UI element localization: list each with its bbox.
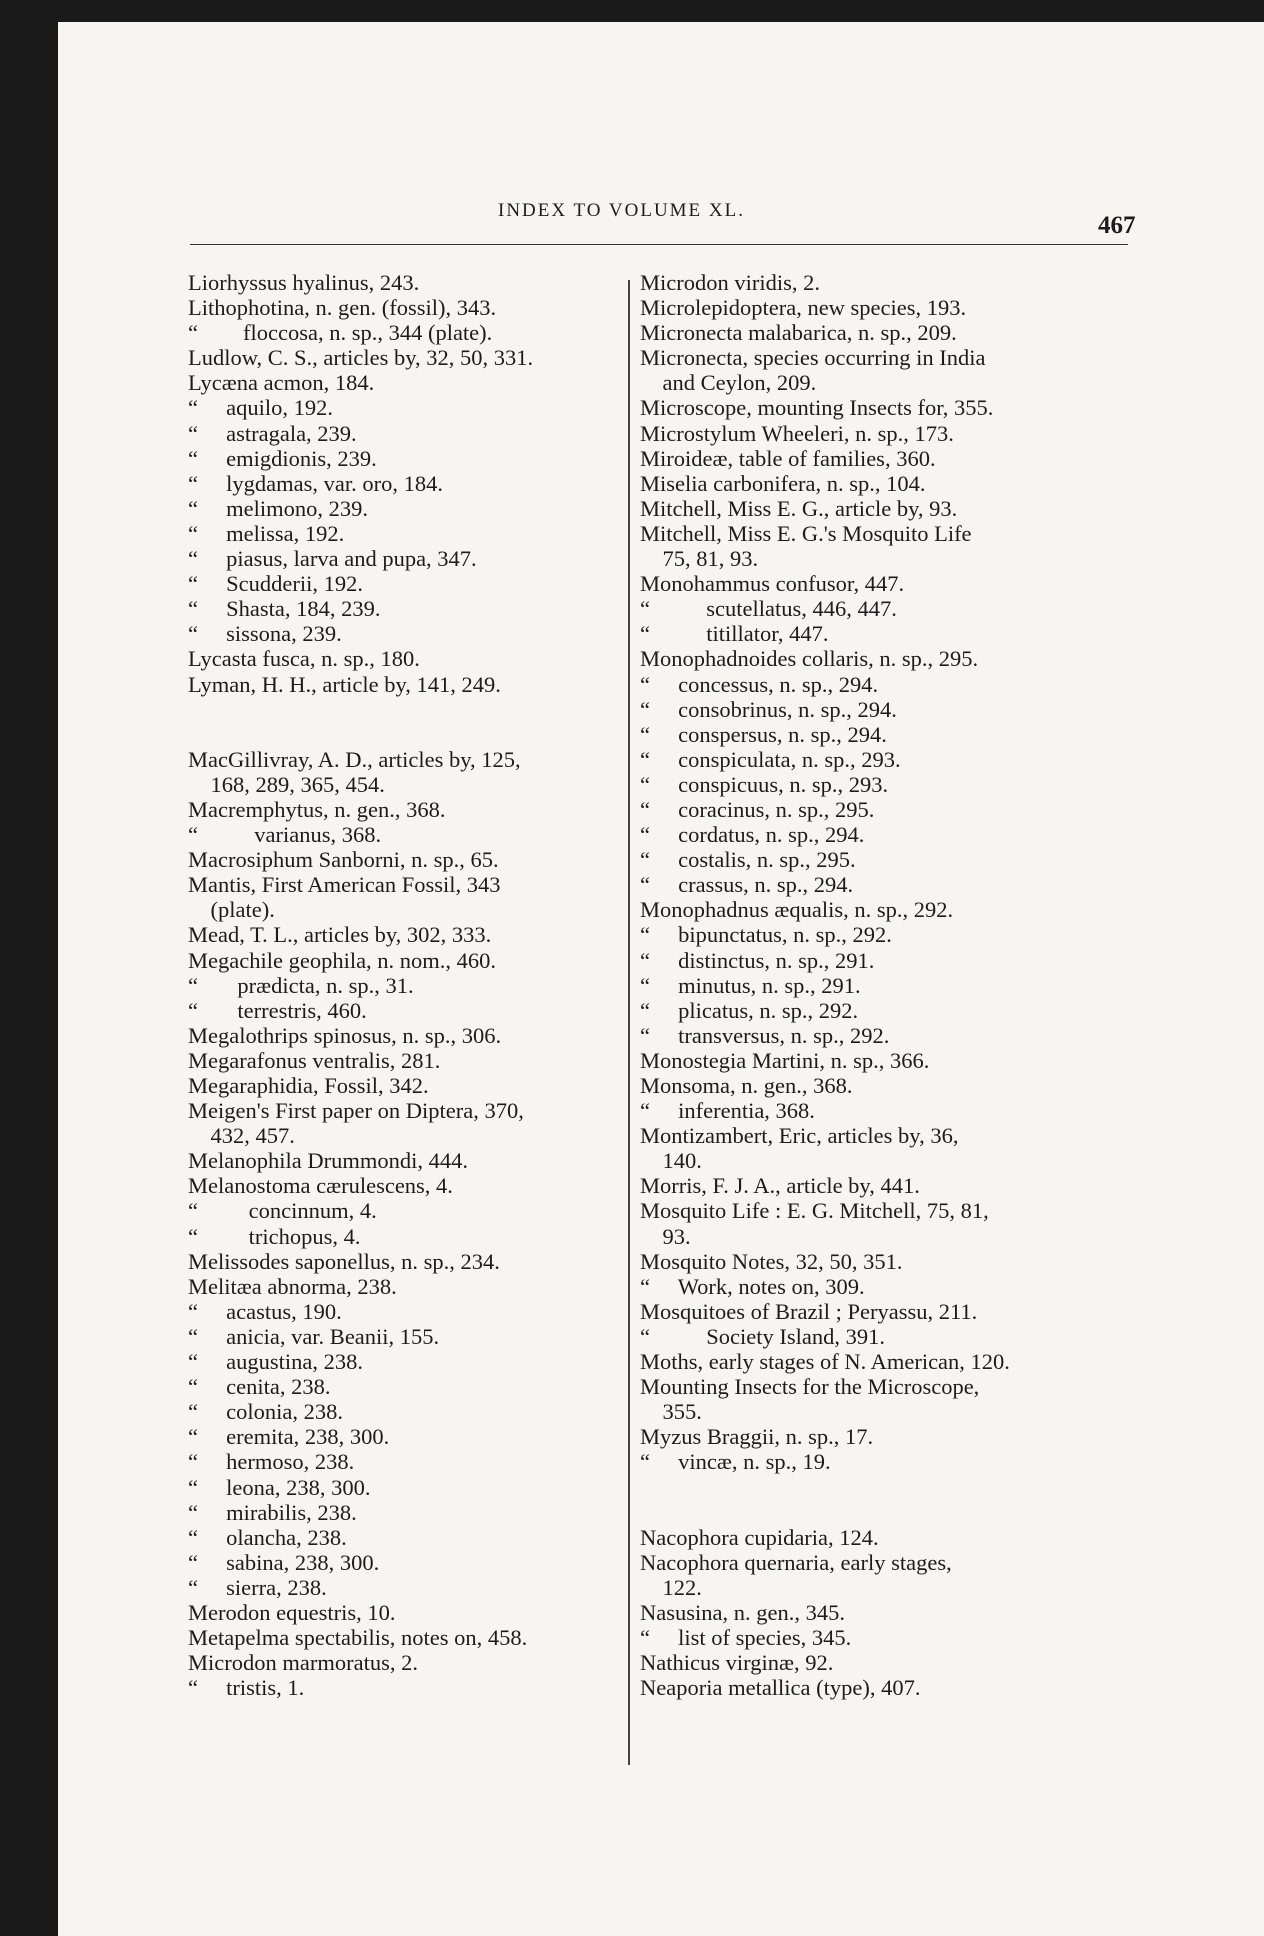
index-entry: Mitchell, Miss E. G., article by, 93. [640,495,958,521]
index-entry: “ olancha, 238. [188,1524,347,1550]
index-entry [640,1475,1160,1500]
index-entry: “ colonia, 238. [188,1399,343,1425]
index-entry: “ minutus, n. sp., 291. [640,972,861,998]
index-entry: 140. [640,1148,702,1174]
index-entry: “ leona, 238, 300. [188,1474,371,1500]
index-entry: “ astragala, 239. [188,420,357,446]
index-entry: “ transversus, n. sp., 292. [640,1022,890,1048]
book-page [58,22,1264,1936]
index-entry: “ crassus, n. sp., 294. [640,872,854,898]
index-entry: “ sissona, 239. [188,621,342,647]
index-entry: Lycasta fusca, n. sp., 180. [188,646,420,672]
index-entry: Lithophotina, n. gen. (fossil), 343. [188,295,497,321]
index-entry: “ melissa, 192. [188,520,345,546]
index-entry: 122. [640,1574,702,1600]
index-entry: 355. [640,1399,702,1425]
index-entry: “ melimono, 239. [188,495,368,521]
index-column-right [640,270,1160,1700]
index-entry: Mead, T. L., articles by, 302, 333. [188,922,492,948]
index-entry: 432, 457. [188,1123,295,1149]
index-entry: Neaporia metallica (type), 407. [640,1675,921,1701]
index-entry: “ concessus, n. sp., 294. [640,671,879,697]
index-entry: Micronecta malabarica, n. sp., 209. [640,320,957,346]
index-entry: “ trichopus, 4. [188,1223,361,1249]
index-entry: Nasusina, n. gen., 345. [640,1599,845,1625]
index-entry: 93. [640,1223,691,1249]
index-entry: Melanophila Drummondi, 444. [188,1148,468,1174]
index-entry: Monophadnus æqualis, n. sp., 292. [640,897,954,923]
index-entry: “ coracinus, n. sp., 295. [640,796,875,822]
index-entry: “ titillator, 447. [640,621,829,647]
index-entry: Microdon viridis, 2. [640,270,820,295]
index-entry [188,697,618,722]
index-entry: Macrosiphum Sanborni, n. sp., 65. [188,847,499,873]
index-entry: “ Work, notes on, 309. [640,1273,865,1299]
index-entry: “ emigdionis, 239. [188,445,377,471]
index-entry: “ sabina, 238, 300. [188,1549,380,1575]
index-entry: Mosquito Life : E. G. Mitchell, 75, 81, [640,1198,989,1224]
index-entry: Merodon equestris, 10. [188,1599,396,1625]
index-entry: Mounting Insects for the Microscope, [640,1374,980,1400]
index-entry: “ floccosa, n. sp., 344 (plate). [188,320,493,346]
index-entry: Monsoma, n. gen., 368. [640,1073,853,1098]
index-entry: Monohammus confusor, 447. [640,571,905,597]
index-entry: “ terrestris, 460. [188,997,367,1023]
index-entry: Metapelma spectabilis, notes on, 458. [188,1625,528,1651]
index-entry [640,1500,1160,1525]
index-entry: (plate). [188,897,275,923]
index-entry: Liorhyssus hyalinus, 243. [188,270,420,295]
index-entry: Lycæna acmon, 184. [188,370,375,396]
index-entry: “ conspiculata, n. sp., 293. [640,746,901,772]
index-entry: “ anicia, var. Beanii, 155. [188,1323,440,1349]
index-entry: Microlepidoptera, new species, 193. [640,295,967,321]
index-entry: Meigen's First paper on Diptera, 370, [188,1098,524,1124]
index-entry [188,722,618,747]
index-entry: “ hermoso, 238. [188,1449,355,1475]
index-entry: “ Shasta, 184, 239. [188,596,381,622]
index-entry: “ cordatus, n. sp., 294. [640,822,865,848]
index-entry: Micronecta, species occurring in India [640,345,986,371]
index-entry: Moths, early stages of N. American, 120. [640,1349,1010,1375]
column-divider [628,280,630,1765]
index-entry: 75, 81, 93. [640,546,759,572]
index-entry: “ costalis, n. sp., 295. [640,847,856,873]
index-entry: “ distinctus, n. sp., 291. [640,947,875,973]
index-entry: “ prædicta, n. sp., 31. [188,972,414,998]
index-entry: “ piasus, larva and pupa, 347. [188,546,477,572]
index-column-left [188,270,618,1700]
index-entry: Miselia carbonifera, n. sp., 104. [640,470,926,496]
index-entry: Melitæa abnorma, 238. [188,1273,397,1299]
index-entry: “ acastus, 190. [188,1298,342,1324]
index-entry: “ concinnum, 4. [188,1198,377,1224]
index-entry: “ eremita, 238, 300. [188,1424,390,1450]
index-entry: “ consobrinus, n. sp., 294. [640,696,897,722]
index-entry: Nacophora cupidaria, 124. [640,1524,879,1550]
index-entry: Mitchell, Miss E. G.'s Mosquito Life [640,520,972,546]
index-entry: Mosquito Notes, 32, 50, 351. [640,1248,903,1274]
index-entry: Microdon marmoratus, 2. [188,1650,418,1676]
index-entry: “ conspersus, n. sp., 294. [640,721,887,747]
index-entry: Ludlow, C. S., articles by, 32, 50, 331. [188,345,534,371]
index-entry: Melissodes saponellus, n. sp., 234. [188,1248,500,1274]
index-entry: “ bipunctatus, n. sp., 292. [640,922,892,948]
index-entry: and Ceylon, 209. [640,370,817,396]
index-entry: “ scutellatus, 446, 447. [640,596,897,622]
index-entry: Microstylum Wheeleri, n. sp., 173. [640,420,954,446]
header-rule [190,244,1128,245]
index-entry: “ varianus, 368. [188,822,382,848]
page-number: 467 [1098,212,1136,239]
index-entry: Lyman, H. H., article by, 141, 249. [188,671,501,697]
index-entry: “ sierra, 238. [188,1574,327,1600]
index-entry: Macremphytus, n. gen., 368. [188,796,446,822]
index-entry: Microscope, mounting Insects for, 355. [640,395,994,421]
running-title: INDEX TO VOLUME XL. [498,200,745,221]
index-entry: Miroideæ, table of families, 360. [640,445,936,471]
index-entry: Monophadnoides collaris, n. sp., 295. [640,646,979,672]
index-entry: Mantis, First American Fossil, 343 [188,872,501,898]
index-entry: Mosquitoes of Brazil ; Peryassu, 211. [640,1298,978,1324]
index-entry: Megaraphidia, Fossil, 342. [188,1073,429,1098]
index-entry: Megachile geophila, n. nom., 460. [188,947,497,973]
index-entry: “ augustina, 238. [188,1349,363,1375]
index-entry: “ cenita, 238. [188,1374,331,1400]
index-entry: “ tristis, 1. [188,1675,305,1701]
index-entry: Nacophora quernaria, early stages, [640,1549,952,1575]
index-entry: “ plicatus, n. sp., 292. [640,997,859,1023]
index-entry: Megarafonus ventralis, 281. [188,1047,441,1073]
index-entry: “ lygdamas, var. oro, 184. [188,470,443,496]
index-entry: Morris, F. J. A., article by, 441. [640,1173,920,1199]
index-entry: “ conspicuus, n. sp., 293. [640,771,889,797]
index-entry: “ inferentia, 368. [640,1098,815,1124]
index-entry: 168, 289, 365, 454. [188,771,385,797]
index-entry: “ aquilo, 192. [188,395,333,421]
index-entry: “ Society Island, 391. [640,1323,885,1349]
index-entry: “ list of species, 345. [640,1625,852,1651]
index-entry: MacGillivray, A. D., articles by, 125, [188,746,521,772]
index-entry: Nathicus virginæ, 92. [640,1650,834,1676]
index-entry: “ vincæ, n. sp., 19. [640,1449,831,1475]
index-entry: Myzus Braggii, n. sp., 17. [640,1424,874,1450]
index-entry: Melanostoma cærulescens, 4. [188,1173,453,1199]
index-entry: Monostegia Martini, n. sp., 366. [640,1047,930,1073]
index-entry: “ Scudderii, 192. [188,571,363,597]
index-entry: “ mirabilis, 238. [188,1499,357,1525]
index-entry: Montizambert, Eric, articles by, 36, [640,1123,959,1149]
index-entry: Megalothrips spinosus, n. sp., 306. [188,1022,502,1048]
